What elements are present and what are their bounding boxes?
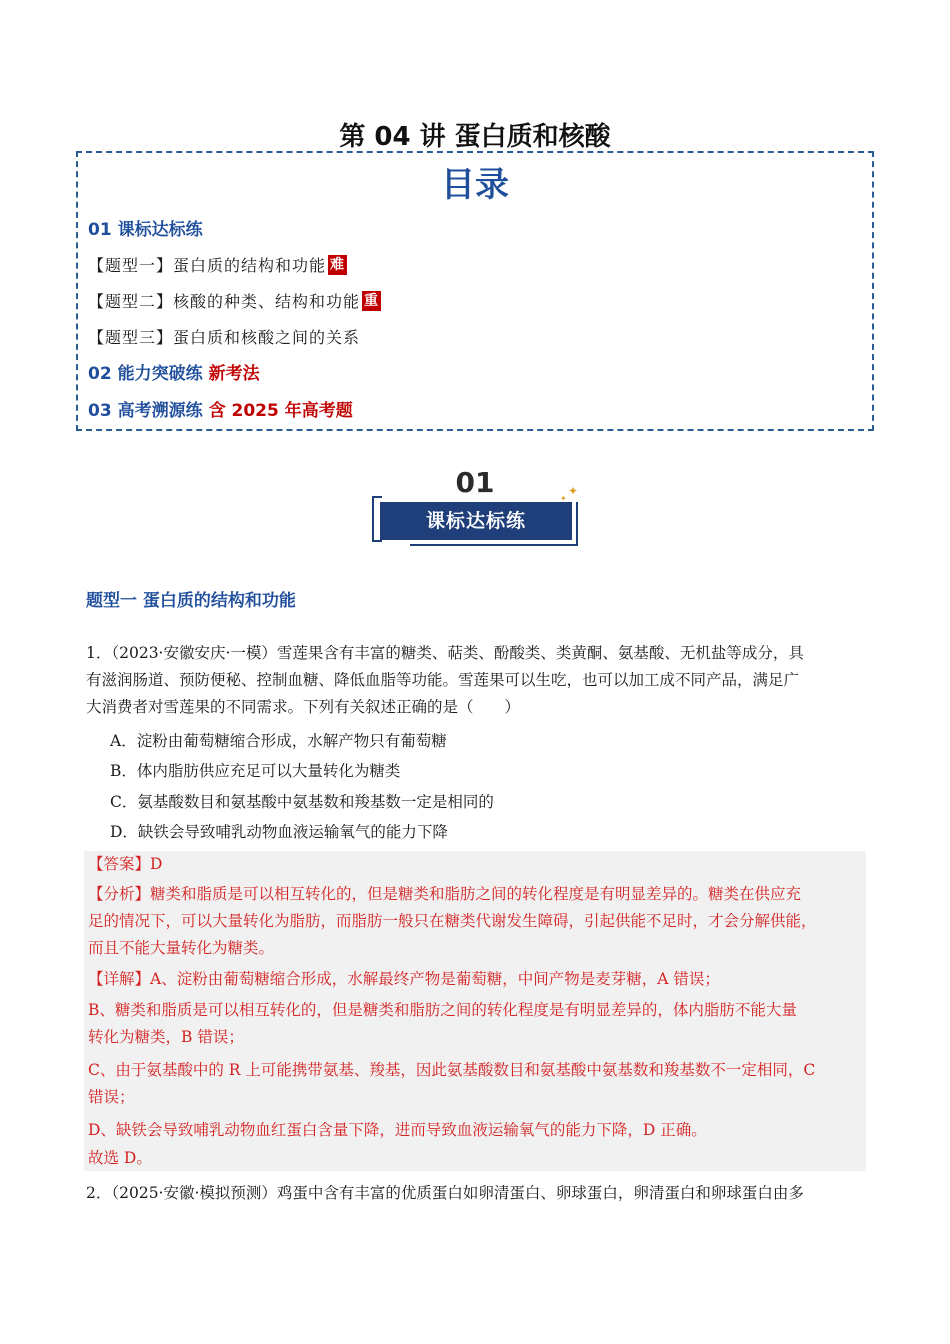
toc-item-label: 【题型一】蛋白质的结构和功能 [88,256,327,275]
option-d[interactable]: D．缺铁会导致哺乳动物血液运输氧气的能力下降 [110,823,448,841]
answer-block [84,851,866,1171]
difficulty-tag: 难 [330,257,346,273]
badge-underline [410,544,570,546]
toc-section-3-tag: 含 2025 年高考题 [208,401,353,421]
importance-tag: 重 [364,293,380,309]
toc-item-type3[interactable] [88,325,360,348]
badge-label: 课标达标练 [380,502,572,540]
detail-line: 错误； [88,1088,135,1106]
analysis-line: 【分析】糖类和脂质是可以相互转化的，但是糖类和脂肪之间的转化程度是有明显差异的。糖类在供应充 [88,885,802,903]
toc-section-1[interactable] [88,215,203,240]
analysis-line: 而且不能大量转化为糖类。 [88,939,275,957]
toc-section-3-label: 03 高考溯源练 [88,401,203,421]
detail-line: D、缺铁会导致哺乳动物血红蛋白含量下降，进而导致血液运输氧气的能力下降，D 正确。 [88,1121,707,1139]
toc-section-1-label: 01 课标达标练 [88,220,203,240]
option-a[interactable]: A．淀粉由葡萄糖缩合形成，水解产物只有葡萄糖 [110,732,447,750]
question-2-line-1: 2．（2025·安徽·模拟预测）鸡蛋中含有丰富的优质蛋白如卵清蛋白、卵球蛋白，卵清蛋白和卵球蛋白由多 [86,1184,804,1202]
question-1-line-3: 大消费者对雪莲果的不同需求。下列有关叙述正确的是（ ） [86,698,521,716]
answer-line: 【答案】D [88,855,163,873]
detail-line: 转化为糖类，B 错误； [88,1028,244,1046]
page-title: 第 04 讲 蛋白质和核酸 [339,122,611,152]
toc-section-2-label: 02 能力突破练 [88,364,203,384]
table-of-contents [76,151,874,431]
question-1-line-1: 1．（2023·安徽安庆·一模）雪莲果含有丰富的糖类、萜类、酚酸类、类黄酮、氨基酸、无机盐等成分，具 [86,644,804,662]
section-title: 题型一 蛋白质的结构和功能 [86,591,296,611]
badge-number: 01 [455,466,495,499]
toc-item-type1[interactable] [88,253,347,276]
detail-line: C、由于氨基酸中的 R 上可能携带氨基、羧基，因此氨基酸数目和氨基酸中氨基数和羧基数不一定相同，C [88,1061,816,1079]
toc-item-label: 【题型三】蛋白质和核酸之间的关系 [88,328,361,347]
conclusion-line: 故选 D。 [88,1149,152,1167]
sparkle-icon: ✦ [568,484,579,498]
toc-heading: 目录 [441,165,509,205]
detail-line: B、糖类和脂质是可以相互转化的，但是糖类和脂肪之间的转化程度是有明显差异的，体内脂肪不能大量 [88,1001,797,1019]
toc-item-type2[interactable] [88,289,381,312]
analysis-line: 足的情况下，可以大量转化为脂肪，而脂肪一般只在糖类代谢发生障碍，引起供能不足时，才会分解供能， [88,912,817,930]
toc-section-2[interactable] [88,359,260,384]
toc-section-3[interactable] [88,396,353,421]
option-c[interactable]: C．氨基酸数目和氨基酸中氨基数和羧基数一定是相同的 [110,793,494,811]
detail-line: 【详解】A、淀粉由葡萄糖缩合形成，水解最终产物是葡萄糖，中间产物是麦芽糖，A 错误； [88,970,720,988]
toc-section-2-tag: 新考法 [208,364,260,384]
option-b[interactable]: B．体内脂肪供应充足可以大量转化为糖类 [110,762,401,780]
toc-item-label: 【题型二】核酸的种类、结构和功能 [88,292,361,311]
sparkle-icon: ✦ [560,494,567,503]
section-badge [370,466,580,548]
question-1-line-2: 有滋润肠道、预防便秘、控制血糖、降低血脂等功能。雪莲果可以生吃，也可以加工成不同产品，满足广 [86,671,800,689]
